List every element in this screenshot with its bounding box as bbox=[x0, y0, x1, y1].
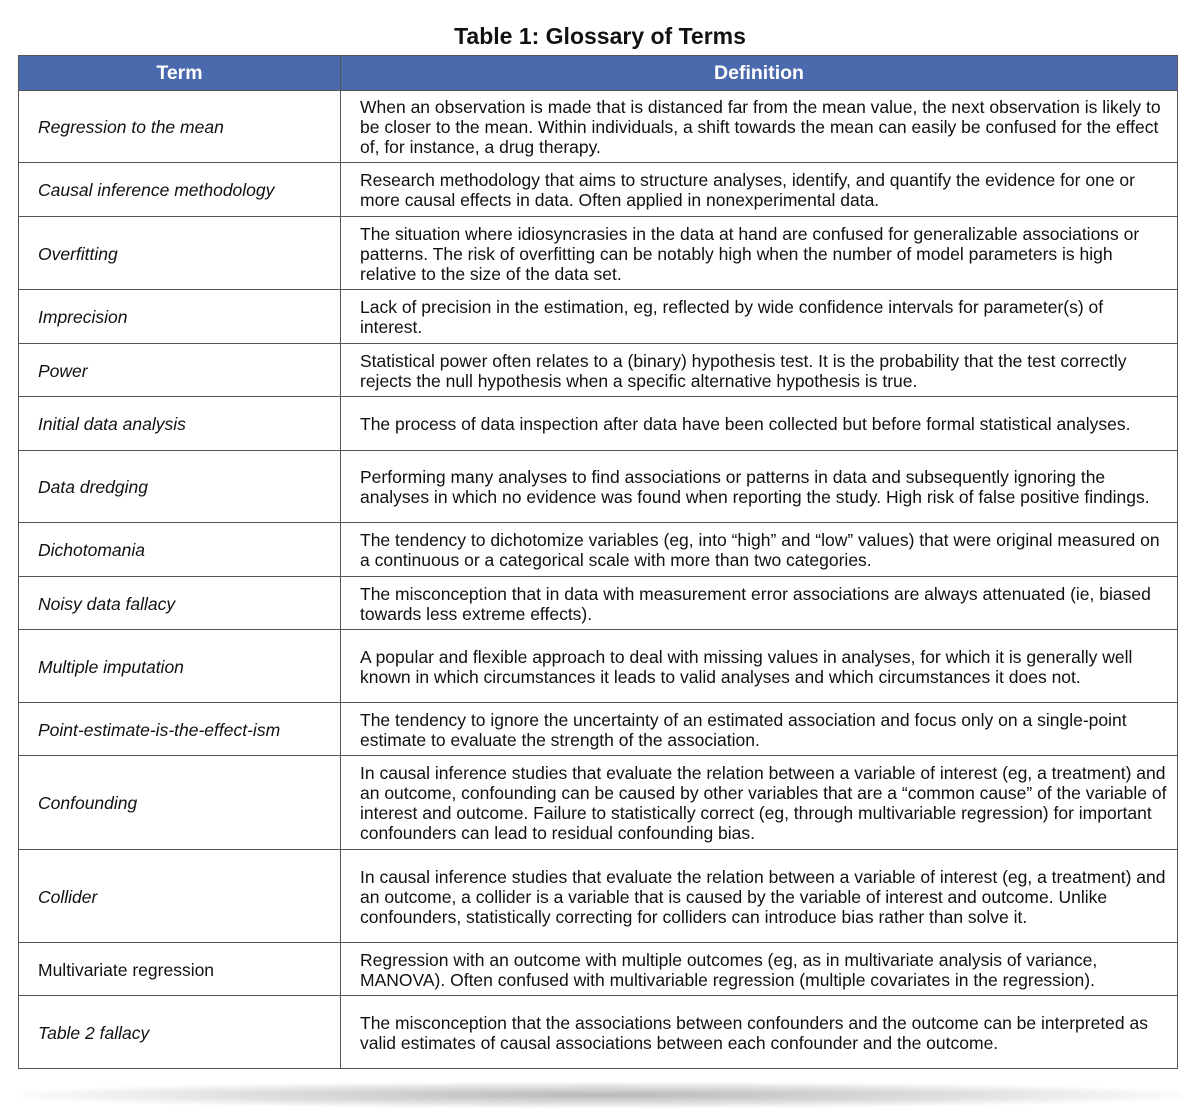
definition-cell: The tendency to dichotomize variables (eg, into “high” and “low” values) that were original measured on a continuous or a categorical scale with more than two categories. bbox=[341, 523, 1178, 577]
table-row bbox=[19, 290, 1178, 344]
glossary-table bbox=[18, 55, 1178, 1069]
term-cell: Collider bbox=[19, 850, 341, 943]
term-cell: Initial data analysis bbox=[19, 397, 341, 451]
definition-cell: The situation where idiosyncrasies in the data at hand are confused for generalizable associations or patterns. The risk of overfitting can be notably high when the number of model parameters is high relative to the size of the data set. bbox=[341, 217, 1178, 290]
table-row bbox=[19, 344, 1178, 397]
term-cell: Point-estimate-is-the-effect-ism bbox=[19, 703, 341, 756]
table-row bbox=[19, 756, 1178, 850]
definition-cell: Regression with an outcome with multiple outcomes (eg, as in multivariate analysis of variance, MANOVA). Often confused with multivariable regression (multiple covariates in the regression). bbox=[341, 943, 1178, 996]
term-cell: Imprecision bbox=[19, 290, 341, 344]
definition-cell: The misconception that the associations between confounders and the outcome can be interpreted as valid estimates of causal associations between each confounder and the outcome. bbox=[341, 996, 1178, 1069]
definition-cell: The misconception that in data with measurement error associations are always attenuated (ie, biased towards less extreme effects). bbox=[341, 577, 1178, 630]
term-cell: Regression to the mean bbox=[19, 91, 341, 163]
definition-cell: In causal inference studies that evaluate the relation between a variable of interest (eg, a treatment) and an outcome, a collider is a variable that is caused by the variable of interest and outcome. Unlike confounders, statistically correcting for colliders can introduce bias rather than solve it. bbox=[341, 850, 1178, 943]
term-cell: Data dredging bbox=[19, 451, 341, 523]
table-row bbox=[19, 397, 1178, 451]
term-cell: Power bbox=[19, 344, 341, 397]
table-row bbox=[19, 996, 1178, 1069]
definition-cell: A popular and flexible approach to deal with missing values in analyses, for which it is generally well known in which circumstances it leads to valid analyses and which circumstances it does not. bbox=[341, 630, 1178, 703]
term-cell: Overfitting bbox=[19, 217, 341, 290]
table-title: Table 1: Glossary of Terms bbox=[454, 23, 746, 49]
table-row bbox=[19, 577, 1178, 630]
table-row bbox=[19, 850, 1178, 943]
definition-cell: In causal inference studies that evaluate the relation between a variable of interest (eg, a treatment) and an outcome, confounding can be caused by other variables that are a “common cause” of the variable of interest and outcome. Failure to statistically correct (eg, through multivariable regression) for important confounders can lead to residual confounding bias. bbox=[341, 756, 1178, 850]
page-shadow bbox=[22, 1082, 1182, 1108]
term-cell: Multivariate regression bbox=[19, 943, 341, 996]
definition-cell: Research methodology that aims to structure analyses, identify, and quantify the evidence for one or more causal effects in data. Often applied in nonexperimental data. bbox=[341, 163, 1178, 217]
table-row bbox=[19, 91, 1178, 163]
term-cell: Causal inference methodology bbox=[19, 163, 341, 217]
table-row bbox=[19, 703, 1178, 756]
term-cell: Multiple imputation bbox=[19, 630, 341, 703]
definition-cell: The process of data inspection after data have been collected but before formal statistical analyses. bbox=[341, 397, 1178, 451]
definition-cell: The tendency to ignore the uncertainty of an estimated association and focus only on a single-point estimate to evaluate the strength of the association. bbox=[341, 703, 1178, 756]
definition-cell: Statistical power often relates to a (binary) hypothesis test. It is the probability that the test correctly rejects the null hypothesis when a specific alternative hypothesis is true. bbox=[341, 344, 1178, 397]
term-cell: Confounding bbox=[19, 756, 341, 850]
table-row bbox=[19, 217, 1178, 290]
term-cell: Noisy data fallacy bbox=[19, 577, 341, 630]
table-row bbox=[19, 630, 1178, 703]
header-row bbox=[19, 56, 1178, 91]
table-row bbox=[19, 523, 1178, 577]
definition-column-header: Definition bbox=[341, 56, 1178, 91]
table-row bbox=[19, 943, 1178, 996]
term-cell: Table 2 fallacy bbox=[19, 996, 341, 1069]
definition-cell: When an observation is made that is distanced far from the mean value, the next observation is likely to be closer to the mean. Within individuals, a shift towards the mean can easily be confused for the effect of, for instance, a drug therapy. bbox=[341, 91, 1178, 163]
term-column-header: Term bbox=[19, 56, 341, 91]
definition-cell: Performing many analyses to find associations or patterns in data and subsequently ignoring the analyses in which no evidence was found when reporting the study. High risk of false positive findings. bbox=[341, 451, 1178, 523]
table-row bbox=[19, 451, 1178, 523]
definition-cell: Lack of precision in the estimation, eg, reflected by wide confidence intervals for parameter(s) of interest. bbox=[341, 290, 1178, 344]
term-cell: Dichotomania bbox=[19, 523, 341, 577]
table-row bbox=[19, 163, 1178, 217]
